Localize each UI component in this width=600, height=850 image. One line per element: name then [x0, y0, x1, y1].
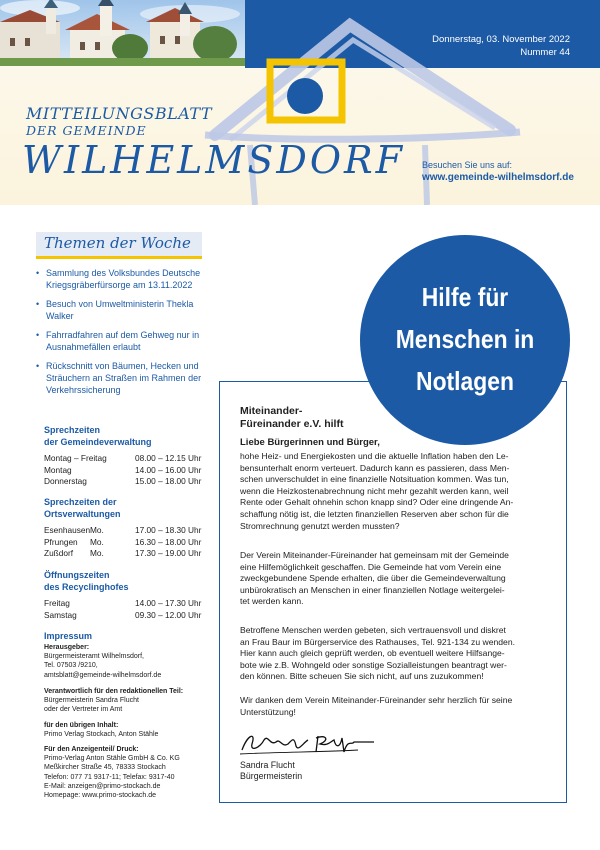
feature-headline: Hilfe für Menschen in Notlagen: [395, 282, 535, 396]
schedule-row: Montag 14.00 – 16.00 Uhr: [44, 464, 202, 475]
impressum-publisher: Herausgeber: Bürgermeisteramt Wilhelmsdorf, Tel. 07503 /9210, amtsblatt@gemeinde-wilhelmsdorf.de: [44, 644, 162, 679]
article-paragraph-3: Betroffene Menschen werden gebeten, sich vertrauensvoll und diskret an Frau Baur im Bürgerservice des Rathauses, Tel. 921-134 zu wenden. Hier kann auch gleich geprüft werden, ob eventuell weitere Hilfsange- bote wie z.B. Wohngeld oder sonstige Sozialleistungen beantragt wer- den können. Bitte scheuen Sie sich nicht, auf uns zuzukommen!: [240, 625, 515, 682]
masthead-subtitle-2: DER GEMEINDE: [26, 123, 147, 138]
local-hours-table: [44, 525, 214, 560]
themes-heading: Themen der Woche: [44, 234, 191, 252]
impressum-editorial: Verantwortlich für den redaktionellen Teil: Bürgermeisterin Sandra Flucht oder der Vertreter im Amt: [44, 688, 184, 714]
themes-heading-box: [36, 232, 202, 259]
issue-date: Donnerstag, 03. November 2022: [432, 34, 570, 45]
signer-role: Bürgermeisterin: [240, 771, 303, 781]
signer-name: Sandra Flucht: [240, 760, 295, 770]
visit-label: Besuchen Sie uns auf:: [422, 160, 513, 170]
topics-list: [36, 267, 211, 403]
topic-item[interactable]: • Sammlung des Volksbundes Deutsche Kriegsgräberfürsorge am 13.11.2022: [36, 267, 211, 291]
article-paragraph-1: hohe Heiz- und Energiekosten und die aktuelle Inflation haben den Le- bensunterhalt enorm verteuert. Dadurch kann es passieren, dass Men- schen unverschuldet in eine finanzielle Notsituation kommen. Was tun, wenn die Heizkostenabrechnung nicht mehr gezahlt werden kann, weil Rente oder Gehalt ohnehin schon knapp sind? Oder eine dringende An- schaffung nötig ist, die letzten finanziellen Reserven aber schon für die Stromrechnung genutzt werden mussten?: [240, 451, 514, 531]
website-link[interactable]: www.gemeinde-wilhelmsdorf.de: [422, 172, 574, 183]
signature-image: [238, 728, 378, 758]
recycling-hours-heading: Öffnungszeiten des Recyclinghofes: [44, 570, 129, 592]
schedule-row: Donnerstag 15.00 – 18.00 Uhr: [44, 476, 202, 486]
admin-hours-table: [44, 453, 214, 488]
topic-item[interactable]: • Fahrradfahren auf dem Gehweg nur in Ausnahmefällen erlaubt: [36, 329, 211, 353]
topic-item[interactable]: • Besuch von Umweltministerin Thekla Walker: [36, 298, 211, 322]
impressum-heading: Impressum: [44, 631, 93, 641]
impressum-ads: Für den Anzeigenteil/ Druck: Primo-Verlag Anton Stähle GmbH & Co. KG Meßkircher Straße 45, 78333 Stockach Telefon: 077 71 9317-11; Telefax: 9317-40 E-Mail: anzeigen@primo-stockach.de Homepage: www.primo-stockach.de: [44, 746, 180, 800]
schedule-row: Samstag 09.30 – 12.00 Uhr: [44, 609, 202, 620]
schedule-row: Freitag 14.00 – 17.30 Uhr: [44, 598, 202, 608]
impressum-other: für den übrigen Inhalt: Primo Verlag Stockach, Anton Stähle: [44, 722, 159, 739]
issue-number: Nummer 44: [520, 47, 570, 58]
article-paragraph-2: Der Verein Miteinander-Füreinander hat gemeinsam mit der Gemeinde eine Hilfemöglichkeit geschaffen. Die Gemeinde hat vom Verein eine zweckgebundene Spende erhalten, die über die Gemeindeverwaltung unbürokratisch an Menschen in einer finanziellen Notlage weitergelei- tet werden kann.: [240, 550, 509, 607]
article-salutation: Liebe Bürgerinnen und Bürger,: [240, 437, 380, 448]
local-hours-heading: Sprechzeiten der Ortsverwaltungen: [44, 497, 121, 519]
article-paragraph-4: Wir danken dem Verein Miteinander-Füreinander sehr herzlich für seine Unterstützung!: [240, 695, 513, 717]
admin-hours-heading: Sprechzeiten der Gemeindeverwaltung: [44, 425, 152, 447]
masthead-subtitle: MITTEILUNGSBLATT: [26, 104, 213, 123]
masthead-title: WILHELMSDORF: [22, 138, 405, 182]
schedule-row: Montag – Freitag 08.00 – 12.15 Uhr: [44, 453, 202, 463]
topic-item[interactable]: • Rückschnitt von Bäumen, Hecken und Sträuchern an Straßen im Rahmen der Verkehrssicherung: [36, 360, 211, 396]
schedule-row: Pfrungen Mo. 16.30 – 18.00 Uhr: [44, 536, 202, 547]
schedule-row: Zußdorf Mo. 17.30 – 19.00 Uhr: [44, 548, 202, 558]
article-title: Miteinander- Füreinander e.V. hilft: [240, 405, 344, 430]
recycling-hours-table: [44, 598, 214, 621]
schedule-row: Esenhausen Mo. 17.00 – 18.30 Uhr: [44, 525, 202, 535]
